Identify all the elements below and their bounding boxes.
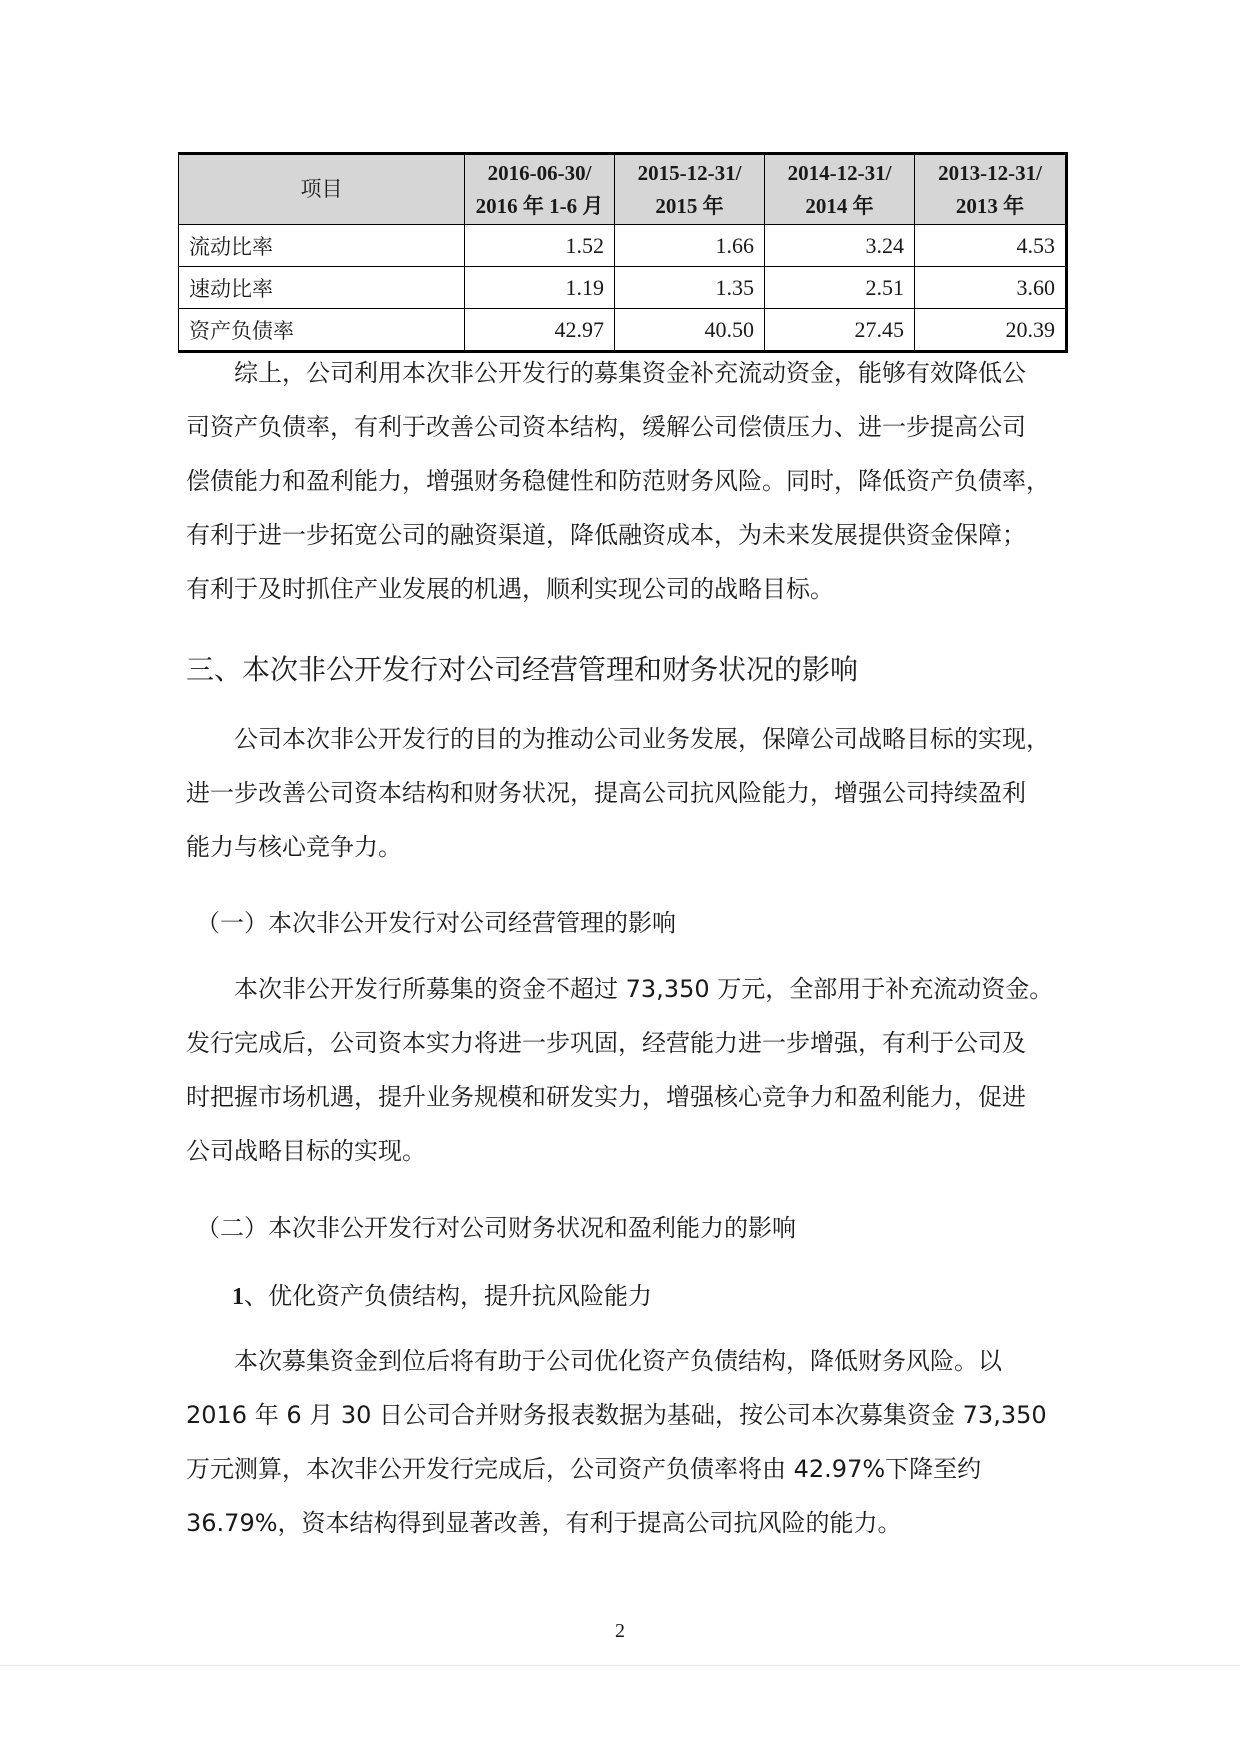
section-3-intro-paragraph — [186, 712, 1066, 874]
table-header-row — [179, 154, 1067, 225]
row-label: 速动比率 — [179, 267, 465, 309]
section-3-heading: 三、本次非公开发行对公司经营管理和财务状况的影响 — [186, 653, 859, 686]
cell-value: 3.60 — [915, 267, 1067, 309]
cell-value: 27.45 — [765, 309, 915, 352]
paragraph-line: 本次募集资金到位后将有助于公司优化资产负债结构，降低财务风险。以 — [234, 1347, 1002, 1375]
header-date: 2014-12-31/ — [787, 160, 892, 185]
cell-value: 1.52 — [465, 225, 615, 267]
paragraph-line: 司资产负债率，有利于改善公司资本结构，缓解公司偿债压力、进一步提高公司 — [186, 413, 1026, 441]
paragraph-line: 36.79%，资本结构得到显著改善，有利于提高公司抗风险的能力。 — [186, 1509, 902, 1537]
header-period: 2015 年 — [655, 193, 724, 218]
paragraph-line: 能力与核心竞争力。 — [186, 833, 402, 861]
table-header-2015 — [615, 154, 765, 225]
cell-value: 1.35 — [615, 267, 765, 309]
cell-value: 4.53 — [915, 225, 1067, 267]
paragraph-line: 本次非公开发行所募集的资金不超过 73,350 万元，全部用于补充流动资金。 — [234, 975, 1054, 1003]
subsection-2-heading: （二）本次非公开发行对公司财务状况和盈利能力的影响 — [196, 1214, 796, 1242]
header-date: 2015-12-31/ — [637, 160, 742, 185]
paragraph-line: 有利于及时抓住产业发展的机遇，顺利实现公司的战略目标。 — [186, 575, 834, 603]
cell-value: 1.19 — [465, 267, 615, 309]
paragraph-line: 公司战略目标的实现。 — [186, 1137, 426, 1165]
paragraph-line: 发行完成后，公司资本实力将进一步巩固，经营能力进一步增强，有利于公司及 — [186, 1029, 1026, 1057]
table-header-item: 项目 — [179, 154, 465, 225]
table-header-2016 — [465, 154, 615, 225]
page-number: 2 — [615, 1620, 625, 1642]
summary-paragraph — [186, 346, 1066, 616]
header-period: 2016 年 1-6 月 — [475, 193, 604, 218]
table-header-2013 — [915, 154, 1067, 225]
item-1-heading — [232, 1276, 652, 1311]
subsection-1-heading: （一）本次非公开发行对公司经营管理的影响 — [196, 909, 676, 937]
paragraph-line: 综上，公司利用本次非公开发行的募集资金补充流动资金，能够有效降低公 — [234, 359, 1026, 387]
header-period: 2013 年 — [955, 193, 1025, 218]
cell-value: 20.39 — [915, 309, 1067, 352]
page-bottom-divider — [0, 1665, 1240, 1666]
cell-value: 2.51 — [765, 267, 915, 309]
subsection-1-paragraph — [186, 962, 1066, 1178]
header-date: 2016-06-30/ — [487, 160, 592, 185]
cell-value: 1.66 — [615, 225, 765, 267]
header-date: 2013-12-31/ — [938, 160, 1042, 185]
table-row — [179, 267, 1067, 309]
paragraph-line: 进一步改善公司资本结构和财务状况，提高公司抗风险能力，增强公司持续盈利 — [186, 779, 1026, 807]
cell-value: 3.24 — [765, 225, 915, 267]
item-1-paragraph — [186, 1334, 1066, 1550]
header-period: 2014 年 — [805, 193, 874, 218]
row-label: 资产负债率 — [179, 309, 465, 352]
item-1-number: 1 — [232, 1284, 244, 1310]
row-label: 流动比率 — [179, 225, 465, 267]
cell-value: 42.97 — [465, 309, 615, 352]
paragraph-line: 偿债能力和盈利能力，增强财务稳健性和防范财务风险。同时，降低资产负债率， — [186, 467, 1050, 495]
table-row — [179, 225, 1067, 267]
paragraph-line: 2016 年 6 月 30 日公司合并财务报表数据为基础，按公司本次募集资金 73,350 — [186, 1401, 1047, 1429]
item-1-text: 、优化资产负债结构，提升抗风险能力 — [244, 1282, 652, 1310]
table-header-2014 — [765, 154, 915, 225]
paragraph-line: 万元测算，本次非公开发行完成后，公司资产负债率将由 42.97%下降至约 — [186, 1455, 982, 1483]
financial-ratio-table — [178, 152, 1068, 353]
paragraph-line: 时把握市场机遇，提升业务规模和研发实力，增强核心竞争力和盈利能力，促进 — [186, 1083, 1026, 1111]
paragraph-line: 公司本次非公开发行的目的为推动公司业务发展，保障公司战略目标的实现， — [234, 725, 1050, 753]
paragraph-line: 有利于进一步拓宽公司的融资渠道，降低融资成本，为未来发展提供资金保障； — [186, 521, 1026, 549]
cell-value: 40.50 — [615, 309, 765, 352]
